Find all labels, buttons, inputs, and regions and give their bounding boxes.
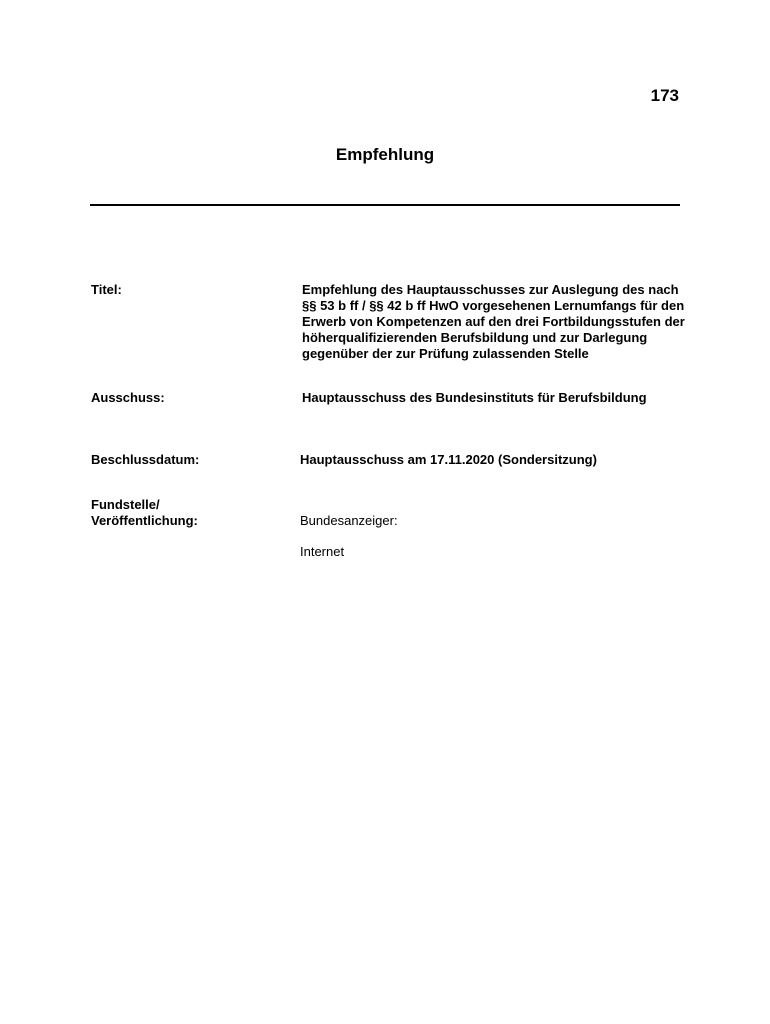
decision-date-value: Hauptausschuss am 17.11.2020 (Sondersitzung) [300,452,597,467]
publication-internet: Internet [300,544,345,559]
decision-date-label: Beschlussdatum: [91,452,200,467]
source-label [91,497,198,529]
title-value: Empfehlung des Hauptausschusses zur Auslegung des nach §§ 53 b ff / §§ 42 b ff HwO vorgesehenen Lernumfangs für den Erwerb von Kompetenzen auf den drei Fortbildungsstufen der höherqualifizierenden Berufsbildung und zur Darlegung gegenüber der zur Prüfung zulassenden Stelle [302,282,685,361]
committee-value: Hauptausschuss des Bundesinstituts für Berufsbildung [302,390,647,405]
committee-label: Ausschuss: [91,390,165,405]
page-number: 173 [650,86,679,105]
source-label-line-1: Fundstelle/ [91,497,160,512]
horizontal-rule [90,204,680,206]
title-label: Titel: [91,282,122,297]
document-heading: Empfehlung [335,145,435,164]
source-label-line-2: Veröffentlichung: [91,513,198,528]
publication-federal-gazette: Bundesanzeiger: [300,513,398,528]
